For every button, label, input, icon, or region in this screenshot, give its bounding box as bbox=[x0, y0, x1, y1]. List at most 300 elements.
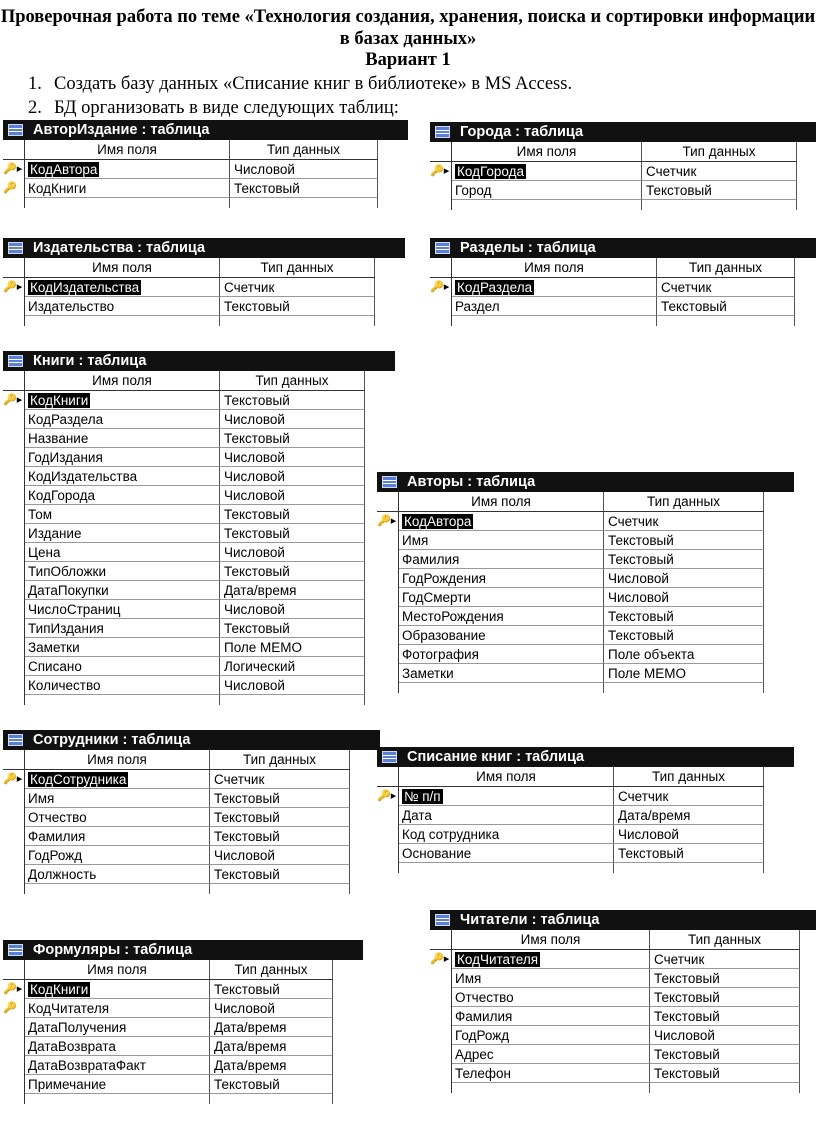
field-name-cell[interactable] bbox=[25, 1018, 210, 1037]
table-icon bbox=[8, 355, 23, 367]
row-selector[interactable] bbox=[430, 969, 452, 988]
data-type-cell[interactable]: Дата/время bbox=[614, 806, 764, 825]
row-selector[interactable] bbox=[377, 550, 399, 569]
data-type-cell[interactable]: Текстовый bbox=[210, 980, 333, 999]
data-type-cell[interactable]: Текстовый bbox=[650, 1045, 800, 1064]
data-type-cell[interactable]: Числовой bbox=[220, 467, 365, 486]
table-row[interactable] bbox=[3, 1056, 333, 1075]
data-type-cell[interactable]: Счетчик bbox=[604, 512, 764, 531]
table-row[interactable] bbox=[377, 550, 764, 569]
row-selector[interactable] bbox=[377, 664, 399, 683]
empty-row[interactable] bbox=[3, 884, 350, 894]
row-selector[interactable] bbox=[3, 467, 25, 486]
data-type-cell[interactable]: Счетчик bbox=[650, 950, 800, 969]
table-row[interactable] bbox=[3, 543, 365, 562]
table-row[interactable] bbox=[3, 391, 365, 410]
data-type-cell[interactable]: Текстовый bbox=[604, 607, 764, 626]
row-selector[interactable] bbox=[3, 770, 25, 789]
field-name-cell[interactable] bbox=[25, 179, 230, 198]
empty-row[interactable] bbox=[430, 200, 797, 210]
table-row[interactable] bbox=[3, 297, 375, 316]
table-icon bbox=[435, 242, 450, 254]
field-name-cell[interactable] bbox=[25, 1056, 210, 1075]
row-selector[interactable] bbox=[430, 988, 452, 1007]
row-selector[interactable] bbox=[430, 278, 452, 297]
field-name-cell[interactable] bbox=[25, 638, 220, 657]
table-row[interactable] bbox=[3, 980, 333, 999]
data-type-cell[interactable]: Поле объекта bbox=[604, 645, 764, 664]
field-name-cell[interactable] bbox=[25, 600, 220, 619]
field-name-text: ЧислоСтраниц bbox=[28, 602, 121, 617]
empty-row[interactable] bbox=[430, 316, 795, 326]
row-selector[interactable] bbox=[3, 980, 25, 999]
data-type-cell[interactable] bbox=[210, 1094, 333, 1104]
row-selector[interactable] bbox=[3, 1075, 25, 1094]
data-type-cell[interactable]: Текстовый bbox=[220, 524, 365, 543]
table-row[interactable] bbox=[3, 789, 350, 808]
empty-row[interactable] bbox=[3, 695, 365, 705]
table-design-window-avtorizdanie bbox=[3, 120, 378, 208]
row-selector-header bbox=[430, 142, 452, 161]
data-type-cell[interactable]: Счетчик bbox=[642, 162, 797, 181]
column-header-data-type[interactable]: Тип данных bbox=[650, 930, 800, 949]
empty-row[interactable] bbox=[377, 863, 764, 873]
field-name-cell[interactable] bbox=[25, 1037, 210, 1056]
column-header-field-name[interactable]: Имя поля bbox=[452, 142, 642, 161]
row-selector[interactable] bbox=[3, 695, 25, 705]
row-selector[interactable] bbox=[3, 543, 25, 562]
field-name-cell[interactable] bbox=[452, 316, 657, 326]
table-row[interactable] bbox=[3, 524, 365, 543]
table-row[interactable] bbox=[3, 1018, 333, 1037]
row-selector[interactable] bbox=[430, 1045, 452, 1064]
table-row[interactable] bbox=[3, 467, 365, 486]
data-type-cell[interactable]: Числовой bbox=[230, 160, 378, 179]
row-selector[interactable] bbox=[377, 607, 399, 626]
data-type-cell[interactable]: Текстовый bbox=[210, 865, 350, 884]
row-selector[interactable] bbox=[377, 806, 399, 825]
table-row[interactable] bbox=[430, 297, 795, 316]
column-header-field-name[interactable]: Имя поля bbox=[25, 960, 210, 979]
data-type-cell[interactable]: Текстовый bbox=[614, 844, 764, 863]
field-name-cell[interactable] bbox=[25, 467, 220, 486]
row-selector[interactable] bbox=[3, 486, 25, 505]
field-name-cell[interactable] bbox=[25, 297, 220, 316]
data-type-cell[interactable]: Поле MEMO bbox=[604, 664, 764, 683]
empty-row[interactable] bbox=[377, 683, 764, 693]
data-type-cell[interactable] bbox=[230, 198, 378, 208]
row-selector[interactable] bbox=[3, 316, 25, 326]
table-row[interactable] bbox=[377, 569, 764, 588]
row-selector[interactable] bbox=[377, 825, 399, 844]
table-row[interactable] bbox=[3, 638, 365, 657]
data-type-cell[interactable]: Текстовый bbox=[604, 550, 764, 569]
table-row[interactable] bbox=[3, 160, 378, 179]
field-name-cell[interactable] bbox=[25, 448, 220, 467]
row-selector[interactable] bbox=[377, 645, 399, 664]
field-name-cell[interactable] bbox=[399, 844, 614, 863]
row-selector[interactable] bbox=[3, 297, 25, 316]
field-name-cell[interactable] bbox=[399, 806, 614, 825]
table-row[interactable] bbox=[430, 950, 800, 969]
column-header-data-type[interactable]: Тип данных bbox=[642, 142, 797, 161]
row-selector[interactable] bbox=[3, 410, 25, 429]
column-header-field-name[interactable]: Имя поля bbox=[399, 492, 604, 511]
field-name-cell[interactable] bbox=[25, 278, 220, 297]
table-row[interactable] bbox=[430, 162, 797, 181]
data-type-cell[interactable]: Числовой bbox=[220, 486, 365, 505]
column-header-data-type[interactable]: Тип данных bbox=[657, 258, 795, 277]
data-type-cell[interactable]: Логический bbox=[220, 657, 365, 676]
table-row[interactable] bbox=[430, 988, 800, 1007]
row-selector[interactable] bbox=[3, 865, 25, 884]
table-row[interactable] bbox=[3, 600, 365, 619]
table-row[interactable] bbox=[377, 607, 764, 626]
row-selector[interactable] bbox=[377, 588, 399, 607]
data-type-cell[interactable]: Числовой bbox=[604, 569, 764, 588]
field-name-cell[interactable] bbox=[25, 316, 220, 326]
field-name-cell[interactable] bbox=[452, 988, 650, 1007]
field-name-cell[interactable] bbox=[25, 160, 230, 179]
row-selector[interactable] bbox=[3, 448, 25, 467]
field-name-cell[interactable] bbox=[25, 846, 210, 865]
field-name-cell[interactable] bbox=[452, 1045, 650, 1064]
row-selector[interactable] bbox=[377, 844, 399, 863]
field-name-cell[interactable] bbox=[25, 198, 230, 208]
data-type-cell[interactable]: Текстовый bbox=[220, 391, 365, 410]
row-selector[interactable] bbox=[3, 676, 25, 695]
field-name-cell[interactable] bbox=[25, 486, 220, 505]
table-row[interactable] bbox=[3, 410, 365, 429]
row-selector[interactable] bbox=[430, 316, 452, 326]
field-name-cell[interactable] bbox=[399, 626, 604, 645]
row-selector[interactable] bbox=[3, 160, 25, 179]
field-name-cell[interactable] bbox=[452, 950, 650, 969]
data-type-cell[interactable]: Счетчик bbox=[210, 770, 350, 789]
row-selector[interactable] bbox=[430, 200, 452, 210]
row-selector[interactable] bbox=[430, 162, 452, 181]
row-selector[interactable] bbox=[3, 562, 25, 581]
field-name-cell[interactable] bbox=[452, 1007, 650, 1026]
field-name-cell[interactable] bbox=[399, 863, 614, 873]
column-header-field-name[interactable]: Имя поля bbox=[25, 750, 210, 769]
primary-key-icon: 🔑▸ bbox=[3, 394, 23, 406]
data-type-cell[interactable] bbox=[650, 1083, 800, 1093]
row-selector[interactable] bbox=[430, 1007, 452, 1026]
column-header-data-type[interactable]: Тип данных bbox=[210, 960, 333, 979]
data-type-cell[interactable] bbox=[614, 863, 764, 873]
data-type-cell[interactable]: Счетчик bbox=[657, 278, 795, 297]
field-name-cell[interactable] bbox=[399, 683, 604, 693]
table-row[interactable] bbox=[3, 827, 350, 846]
data-type-cell[interactable]: Числовой bbox=[220, 448, 365, 467]
row-selector[interactable] bbox=[3, 789, 25, 808]
field-name-cell[interactable] bbox=[25, 1075, 210, 1094]
table-row[interactable] bbox=[3, 1037, 333, 1056]
field-name-cell[interactable] bbox=[399, 825, 614, 844]
data-type-cell[interactable]: Дата/время bbox=[210, 1056, 333, 1075]
field-name-cell[interactable] bbox=[25, 505, 220, 524]
data-type-cell[interactable]: Текстовый bbox=[220, 429, 365, 448]
data-type-cell[interactable]: Текстовый bbox=[604, 531, 764, 550]
table-row[interactable] bbox=[3, 770, 350, 789]
table-row[interactable] bbox=[377, 626, 764, 645]
field-name-text: Списано bbox=[28, 659, 82, 674]
table-row[interactable] bbox=[3, 865, 350, 884]
table-row[interactable] bbox=[3, 1075, 333, 1094]
row-selector[interactable] bbox=[3, 391, 25, 410]
table-row[interactable] bbox=[3, 429, 365, 448]
data-type-cell[interactable]: Текстовый bbox=[210, 808, 350, 827]
data-type-cell[interactable]: Текстовый bbox=[220, 562, 365, 581]
row-selector[interactable] bbox=[3, 1094, 25, 1104]
data-type-cell[interactable]: Текстовый bbox=[220, 505, 365, 524]
field-name-cell[interactable] bbox=[25, 865, 210, 884]
row-selector[interactable] bbox=[3, 638, 25, 657]
row-selector[interactable] bbox=[430, 1026, 452, 1045]
row-selector[interactable] bbox=[3, 846, 25, 865]
table-row[interactable] bbox=[377, 787, 764, 806]
table-row[interactable] bbox=[377, 512, 764, 531]
table-row[interactable] bbox=[3, 562, 365, 581]
table-row[interactable] bbox=[430, 181, 797, 200]
data-type-cell[interactable] bbox=[604, 683, 764, 693]
data-type-cell[interactable] bbox=[220, 695, 365, 705]
table-row[interactable] bbox=[3, 179, 378, 198]
row-selector[interactable] bbox=[430, 1083, 452, 1093]
field-name-cell[interactable] bbox=[25, 1094, 210, 1104]
data-type-cell[interactable]: Числовой bbox=[650, 1026, 800, 1045]
table-row[interactable] bbox=[377, 844, 764, 863]
field-name-cell[interactable] bbox=[452, 1026, 650, 1045]
data-type-cell[interactable]: Текстовый bbox=[650, 1007, 800, 1026]
data-type-cell[interactable]: Текстовый bbox=[210, 827, 350, 846]
data-type-cell[interactable] bbox=[220, 316, 375, 326]
row-selector[interactable] bbox=[3, 884, 25, 894]
column-header-data-type[interactable]: Тип данных bbox=[604, 492, 764, 511]
field-name-text: Фамилия bbox=[402, 552, 460, 567]
data-type-cell[interactable] bbox=[642, 200, 797, 210]
row-selector[interactable] bbox=[377, 683, 399, 693]
column-header-field-name[interactable]: Имя поля bbox=[452, 930, 650, 949]
row-selector[interactable] bbox=[3, 278, 25, 297]
field-name-cell[interactable] bbox=[452, 162, 642, 181]
row-selector[interactable] bbox=[3, 1018, 25, 1037]
row-selector[interactable] bbox=[3, 581, 25, 600]
row-selector[interactable] bbox=[3, 524, 25, 543]
row-selector[interactable] bbox=[377, 531, 399, 550]
table-row[interactable] bbox=[430, 278, 795, 297]
data-type-cell[interactable]: Поле MEMO bbox=[220, 638, 365, 657]
row-selector-header bbox=[430, 930, 452, 949]
table-row[interactable] bbox=[3, 581, 365, 600]
column-header-data-type[interactable]: Тип данных bbox=[210, 750, 350, 769]
data-type-cell[interactable]: Числовой bbox=[614, 825, 764, 844]
row-selector[interactable] bbox=[377, 569, 399, 588]
data-type-cell[interactable]: Текстовый bbox=[650, 988, 800, 1007]
field-name-cell[interactable] bbox=[399, 569, 604, 588]
data-type-cell[interactable]: Текстовый bbox=[210, 789, 350, 808]
field-name-cell[interactable] bbox=[25, 808, 210, 827]
row-selector[interactable] bbox=[3, 429, 25, 448]
field-name-cell[interactable] bbox=[25, 980, 210, 999]
data-type-cell[interactable]: Дата/время bbox=[210, 1018, 333, 1037]
table-row[interactable] bbox=[430, 1045, 800, 1064]
field-name-cell[interactable] bbox=[25, 429, 220, 448]
row-selector[interactable] bbox=[430, 297, 452, 316]
data-type-cell[interactable]: Числовой bbox=[220, 410, 365, 429]
data-type-cell[interactable] bbox=[657, 316, 795, 326]
empty-row[interactable] bbox=[3, 316, 375, 326]
row-selector[interactable] bbox=[377, 787, 399, 806]
data-type-cell[interactable]: Текстовый bbox=[604, 626, 764, 645]
row-selector[interactable] bbox=[3, 619, 25, 638]
column-header-data-type[interactable]: Тип данных bbox=[614, 767, 764, 786]
table-row[interactable] bbox=[377, 531, 764, 550]
data-type-cell[interactable]: Счетчик bbox=[220, 278, 375, 297]
row-selector[interactable] bbox=[3, 657, 25, 676]
window-title-bar bbox=[3, 940, 363, 960]
data-type-cell[interactable]: Текстовый bbox=[650, 969, 800, 988]
table-row[interactable] bbox=[430, 969, 800, 988]
column-header-field-name[interactable]: Имя поля bbox=[399, 767, 614, 786]
data-type-cell[interactable]: Числовой bbox=[210, 999, 333, 1018]
row-selector[interactable] bbox=[3, 179, 25, 198]
table-row[interactable] bbox=[430, 1007, 800, 1026]
table-row[interactable] bbox=[377, 588, 764, 607]
field-name-cell[interactable] bbox=[399, 512, 604, 531]
data-type-cell[interactable]: Числовой bbox=[604, 588, 764, 607]
table-row[interactable] bbox=[3, 619, 365, 638]
row-selector[interactable] bbox=[3, 1056, 25, 1075]
field-name-text: ДатаВозвратаФакт bbox=[28, 1058, 146, 1073]
field-name-cell[interactable] bbox=[399, 588, 604, 607]
empty-row[interactable] bbox=[3, 1094, 333, 1104]
data-type-cell[interactable]: Числовой bbox=[210, 846, 350, 865]
field-name-cell[interactable] bbox=[399, 550, 604, 569]
row-selector[interactable] bbox=[3, 198, 25, 208]
table-row[interactable] bbox=[3, 999, 333, 1018]
table-row[interactable] bbox=[3, 657, 365, 676]
table-row[interactable] bbox=[3, 486, 365, 505]
table-row[interactable] bbox=[377, 825, 764, 844]
field-name-cell[interactable] bbox=[25, 999, 210, 1018]
row-selector[interactable] bbox=[3, 600, 25, 619]
column-header-field-name[interactable]: Имя поля bbox=[25, 258, 220, 277]
field-name-cell[interactable] bbox=[399, 645, 604, 664]
field-name-cell[interactable] bbox=[25, 676, 220, 695]
row-selector[interactable] bbox=[377, 626, 399, 645]
data-type-cell[interactable]: Текстовый bbox=[657, 297, 795, 316]
field-name-cell[interactable] bbox=[452, 969, 650, 988]
field-name-cell[interactable] bbox=[452, 1083, 650, 1093]
table-row[interactable] bbox=[3, 676, 365, 695]
data-type-cell[interactable]: Текстовый bbox=[650, 1064, 800, 1083]
column-header-data-type[interactable]: Тип данных bbox=[220, 371, 365, 390]
empty-row[interactable] bbox=[3, 198, 378, 208]
field-name-cell[interactable] bbox=[25, 581, 220, 600]
row-selector[interactable] bbox=[3, 808, 25, 827]
field-name-cell[interactable] bbox=[399, 531, 604, 550]
field-name-cell[interactable] bbox=[25, 619, 220, 638]
table-row[interactable] bbox=[377, 645, 764, 664]
data-type-cell[interactable]: Дата/время bbox=[220, 581, 365, 600]
field-name-cell[interactable] bbox=[25, 770, 210, 789]
column-header-data-type[interactable]: Тип данных bbox=[220, 258, 375, 277]
column-header-field-name[interactable]: Имя поля bbox=[25, 371, 220, 390]
data-type-cell[interactable]: Текстовый bbox=[230, 179, 378, 198]
field-name-cell[interactable] bbox=[399, 664, 604, 683]
row-selector[interactable] bbox=[3, 505, 25, 524]
data-type-cell[interactable]: Текстовый bbox=[642, 181, 797, 200]
field-name-cell[interactable] bbox=[25, 789, 210, 808]
field-name-cell[interactable] bbox=[25, 391, 220, 410]
field-name-cell[interactable] bbox=[25, 695, 220, 705]
field-name-cell[interactable] bbox=[25, 657, 220, 676]
row-selector[interactable] bbox=[377, 863, 399, 873]
data-type-cell[interactable]: Текстовый bbox=[210, 1075, 333, 1094]
field-name-cell[interactable] bbox=[25, 543, 220, 562]
table-row[interactable] bbox=[3, 278, 375, 297]
row-selector[interactable] bbox=[3, 999, 25, 1018]
table-row[interactable] bbox=[430, 1026, 800, 1045]
table-row[interactable] bbox=[3, 448, 365, 467]
data-type-cell[interactable]: Счетчик bbox=[614, 787, 764, 806]
data-type-cell[interactable]: Числовой bbox=[220, 676, 365, 695]
field-name-cell[interactable] bbox=[452, 297, 657, 316]
table-row[interactable] bbox=[377, 806, 764, 825]
field-name-text: Имя bbox=[28, 791, 55, 806]
row-selector[interactable] bbox=[377, 512, 399, 531]
table-row[interactable] bbox=[377, 664, 764, 683]
field-name-cell[interactable] bbox=[25, 827, 210, 846]
window-title-bar bbox=[430, 122, 816, 142]
data-type-cell[interactable]: Текстовый bbox=[220, 619, 365, 638]
table-row[interactable] bbox=[3, 505, 365, 524]
row-selector[interactable] bbox=[430, 1064, 452, 1083]
column-header-field-name[interactable]: Имя поля bbox=[452, 258, 657, 277]
data-type-cell[interactable]: Дата/время bbox=[210, 1037, 333, 1056]
field-name-cell[interactable] bbox=[25, 562, 220, 581]
data-type-cell[interactable]: Текстовый bbox=[220, 297, 375, 316]
field-name-cell[interactable] bbox=[452, 200, 642, 210]
empty-row[interactable] bbox=[430, 1083, 800, 1093]
field-name-cell[interactable] bbox=[25, 410, 220, 429]
data-type-cell[interactable]: Числовой bbox=[220, 543, 365, 562]
column-header-row bbox=[377, 492, 764, 512]
table-design-window-spisanie bbox=[377, 747, 764, 873]
table-row[interactable] bbox=[430, 1064, 800, 1083]
field-name-cell[interactable] bbox=[399, 607, 604, 626]
field-name-cell[interactable] bbox=[25, 524, 220, 543]
row-selector[interactable] bbox=[3, 827, 25, 846]
field-name-cell[interactable] bbox=[399, 787, 614, 806]
table-row[interactable] bbox=[3, 846, 350, 865]
window-title: Формуляры : таблица bbox=[33, 942, 193, 958]
field-name-cell[interactable] bbox=[25, 884, 210, 894]
data-type-cell[interactable] bbox=[210, 884, 350, 894]
column-header-data-type[interactable]: Тип данных bbox=[230, 140, 378, 159]
field-name-cell[interactable] bbox=[452, 278, 657, 297]
data-type-cell[interactable]: Числовой bbox=[220, 600, 365, 619]
table-row[interactable] bbox=[3, 808, 350, 827]
field-name-cell[interactable] bbox=[452, 1064, 650, 1083]
column-header-field-name[interactable]: Имя поля bbox=[25, 140, 230, 159]
row-selector[interactable] bbox=[3, 1037, 25, 1056]
row-selector[interactable] bbox=[430, 950, 452, 969]
row-selector[interactable] bbox=[430, 181, 452, 200]
field-name-cell[interactable] bbox=[452, 181, 642, 200]
